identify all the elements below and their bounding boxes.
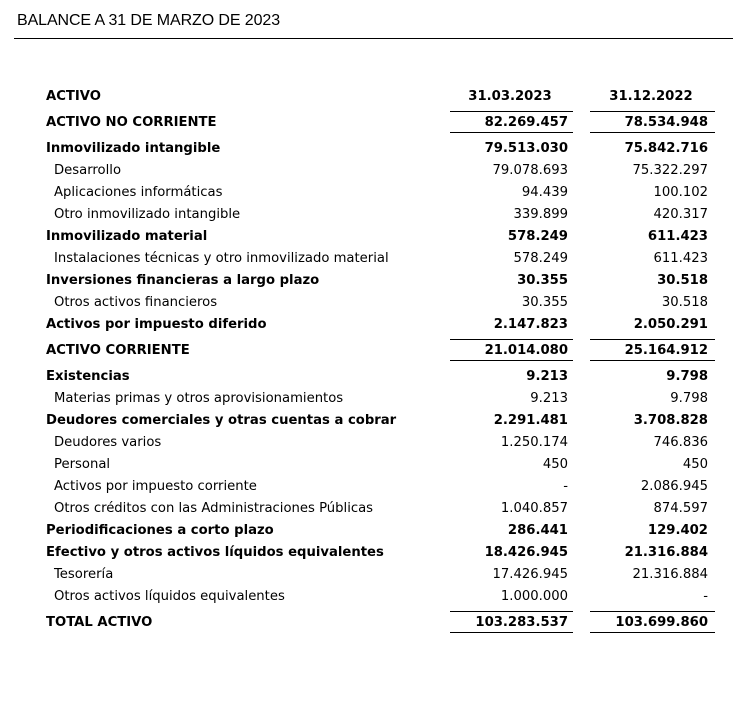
row-label: TOTAL ACTIVO <box>46 615 153 630</box>
row-label: Existencias <box>46 369 130 384</box>
row-label: Otros activos líquidos equivalentes <box>54 589 285 604</box>
value-2023: 21.014.080 <box>484 343 568 358</box>
section-total-row <box>46 108 716 138</box>
value-2022: 746.836 <box>653 435 708 450</box>
row-label: Deudores comerciales y otras cuentas a cobrar <box>46 413 397 428</box>
row-label: Tesorería <box>54 567 114 582</box>
value-2023: 9.213 <box>530 391 568 406</box>
table-row <box>46 432 716 454</box>
table-row <box>46 182 716 204</box>
value-2022: 2.050.291 <box>633 317 708 332</box>
value-2023: - <box>563 479 568 494</box>
value-2022: 25.164.912 <box>624 343 708 358</box>
table-row <box>46 292 716 314</box>
value-2023: 2.147.823 <box>493 317 568 332</box>
value-2023: 103.283.537 <box>475 615 568 630</box>
row-label: Personal <box>54 457 111 472</box>
value-2022: 30.518 <box>657 273 708 288</box>
table-row <box>46 476 716 498</box>
value-2022: 78.534.948 <box>624 115 708 130</box>
table-row <box>46 564 716 586</box>
value-2023: 1.040.857 <box>500 501 568 516</box>
title-rule <box>14 38 733 39</box>
row-label: ACTIVO NO CORRIENTE <box>46 115 217 130</box>
value-2023: 30.355 <box>521 295 568 310</box>
table-row <box>46 204 716 226</box>
value-2023: 18.426.945 <box>484 545 568 560</box>
page-title: BALANCE A 31 DE MARZO DE 2023 <box>17 12 280 29</box>
value-2022: 9.798 <box>670 391 708 406</box>
value-2022: 874.597 <box>653 501 708 516</box>
value-2022: 611.423 <box>647 229 708 244</box>
table-row <box>46 366 716 388</box>
value-2022: 21.316.884 <box>632 567 708 582</box>
value-2023: 30.355 <box>517 273 568 288</box>
table-row <box>46 454 716 476</box>
table-row <box>46 388 716 410</box>
row-label: Desarrollo <box>54 163 122 178</box>
value-2023: 79.513.030 <box>484 141 568 156</box>
row-label: Otro inmovilizado intangible <box>54 207 241 222</box>
table-row <box>46 314 716 336</box>
value-2022: 21.316.884 <box>624 545 708 560</box>
value-2022: 420.317 <box>653 207 708 222</box>
value-2022: 75.842.716 <box>624 141 708 156</box>
value-2023: 578.249 <box>507 229 568 244</box>
table-row <box>46 586 716 608</box>
row-label: Materias primas y otros aprovisionamientos <box>54 391 344 406</box>
value-2023: 17.426.945 <box>492 567 568 582</box>
section-total-row <box>46 336 716 366</box>
value-2022: 3.708.828 <box>633 413 708 428</box>
table-row <box>46 248 716 270</box>
value-2023: 286.441 <box>507 523 568 538</box>
value-2022: 2.086.945 <box>640 479 708 494</box>
value-2023: 79.078.693 <box>492 163 568 178</box>
table-row <box>46 410 716 432</box>
value-2022: 30.518 <box>661 295 708 310</box>
row-label: Instalaciones técnicas y otro inmovilizado material <box>54 251 389 266</box>
value-2022: 75.322.297 <box>632 163 708 178</box>
value-2022: - <box>703 589 708 604</box>
row-label: Activos por impuesto corriente <box>54 479 257 494</box>
row-label: Otros créditos con las Administraciones Públicas <box>54 501 374 516</box>
value-2022: 9.798 <box>666 369 708 384</box>
value-2023: 82.269.457 <box>484 115 568 130</box>
value-2023: 450 <box>542 457 568 472</box>
header-label: ACTIVO <box>46 89 101 104</box>
row-label: Aplicaciones informáticas <box>54 185 223 200</box>
table-row <box>46 270 716 292</box>
value-2022: 611.423 <box>653 251 708 266</box>
table-row <box>46 542 716 564</box>
header-col-2023: 31.03.2023 <box>468 89 552 104</box>
value-2022: 129.402 <box>647 523 708 538</box>
row-label: ACTIVO CORRIENTE <box>46 343 190 358</box>
row-label: Efectivo y otros activos líquidos equivalentes <box>46 545 384 560</box>
table-row <box>46 498 716 520</box>
value-2022: 450 <box>682 457 708 472</box>
table-row <box>46 226 716 248</box>
row-label: Periodificaciones a corto plazo <box>46 523 274 538</box>
table-row <box>46 138 716 160</box>
value-2023: 1.000.000 <box>500 589 568 604</box>
value-2023: 1.250.174 <box>500 435 568 450</box>
value-2023: 94.439 <box>521 185 568 200</box>
header-col-2022: 31.12.2022 <box>609 89 693 104</box>
row-label: Inmovilizado intangible <box>46 141 221 156</box>
value-2023: 2.291.481 <box>493 413 568 428</box>
row-label: Deudores varios <box>54 435 162 450</box>
row-label: Inmovilizado material <box>46 229 208 244</box>
table-row <box>46 160 716 182</box>
value-2023: 9.213 <box>526 369 568 384</box>
section-total-row <box>46 608 716 638</box>
table-header-row <box>46 86 716 108</box>
row-label: Inversiones financieras a largo plazo <box>46 273 320 288</box>
value-2022: 103.699.860 <box>615 615 708 630</box>
balance-sheet-table <box>46 86 716 638</box>
value-2023: 339.899 <box>513 207 568 222</box>
value-2022: 100.102 <box>653 185 708 200</box>
row-label: Otros activos financieros <box>54 295 218 310</box>
table-row <box>46 520 716 542</box>
row-label: Activos por impuesto diferido <box>46 317 267 332</box>
value-2023: 578.249 <box>513 251 568 266</box>
